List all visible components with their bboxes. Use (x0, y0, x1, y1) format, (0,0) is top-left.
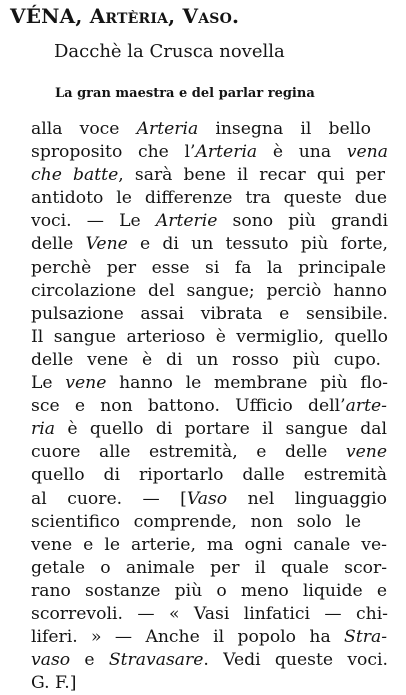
text-run: Le (31, 373, 66, 394)
italic-term: che batte (31, 165, 119, 186)
text-line (31, 395, 387, 418)
epigraph-line-2: La gran maestra e del parlar regina (55, 86, 315, 101)
text-run: antidoto le differenze tra queste due (31, 188, 387, 209)
text-run: cuore alle estremità, e delle (31, 442, 346, 463)
headword-vaso: Vaso. (175, 4, 240, 28)
text-run: circolazione del sangue; perciò hanno (31, 280, 387, 301)
text-run: Il sangue arterioso è vermiglio, quello (31, 326, 388, 347)
italic-term: Vene (85, 234, 128, 255)
italic-term: Arteria (195, 142, 258, 163)
text-run: e di un tessuto più forte, (127, 234, 388, 255)
text-line (31, 326, 388, 349)
text-run: pulsazione assai vibrata e sensibile. (31, 303, 388, 324)
italic-term: vene (65, 373, 107, 394)
italic-term: Stra- (344, 627, 387, 648)
text-line (31, 672, 91, 695)
text-run: nel linguaggio (227, 488, 387, 509)
text-run: G. F.] (31, 673, 77, 694)
text-run: sono più grandi (217, 211, 388, 232)
text-run: scorrevoli. — « Vasi linfatici — chi- (31, 603, 388, 624)
text-run: è una (257, 142, 347, 163)
headword-arteria: Artèria, (82, 4, 176, 28)
text-line (31, 534, 387, 557)
text-run: quello di riportarlo dalle estremità (31, 465, 387, 486)
text-line (31, 557, 387, 580)
text-line (31, 280, 387, 303)
text-line (31, 511, 361, 534)
text-line (31, 580, 387, 603)
italic-term: Stravasare (108, 650, 204, 671)
italic-term: ria (31, 419, 55, 440)
text-run: è quello di portare il sangue dal (54, 419, 387, 440)
text-run: . Vedi queste voci. (203, 650, 388, 671)
text-run: perchè per esse si fa la principale (31, 257, 386, 278)
text-line (31, 118, 371, 141)
text-line (31, 349, 381, 372)
text-run: insegna il bello (198, 119, 371, 139)
entry-body (0, 118, 406, 695)
text-line (31, 210, 388, 233)
text-run: getale o animale per il quale scor- (31, 557, 387, 578)
text-run: e (70, 650, 109, 671)
text-run: alla voce (31, 119, 137, 139)
text-line (31, 164, 385, 187)
text-line (31, 603, 388, 626)
italic-term: Vaso (186, 488, 228, 509)
italic-term: Arterie (155, 211, 218, 232)
text-line (31, 649, 388, 672)
text-line (31, 464, 387, 487)
italic-term: vaso (31, 650, 71, 671)
text-run: liferi. » — Anche il popolo ha (31, 627, 345, 648)
text-run: scientifico comprende, non solo le (31, 511, 361, 532)
text-line (31, 303, 388, 326)
text-run: vene e le arterie, ma ogni canale ve- (31, 534, 387, 555)
text-run: delle vene è di un rosso più cupo. (31, 349, 381, 370)
text-run: voci. — Le (31, 211, 156, 232)
text-line (31, 441, 387, 464)
text-run: delle (31, 234, 86, 255)
text-line (31, 488, 387, 511)
text-line (31, 141, 388, 164)
headword-vena: VÉNA, (10, 4, 83, 28)
epigraph-line-1: Dacchè la Crusca novella (54, 41, 285, 62)
text-run: hanno le membrane più flo- (106, 373, 388, 394)
text-line (31, 372, 388, 395)
text-run: , sarà bene il recar qui per (118, 165, 385, 186)
text-line (31, 418, 387, 441)
text-run: rano sostanze più o meno liquide e (31, 580, 387, 601)
text-run: sce e non battono. Ufficio dell’ (31, 396, 346, 417)
italic-term: arte- (345, 396, 387, 417)
text-line (31, 257, 386, 280)
italic-term: Arteria (136, 119, 199, 139)
text-run: sproposito che l’ (31, 142, 196, 163)
italic-term: vena (346, 142, 388, 163)
text-line (31, 187, 387, 210)
italic-term: vene (345, 442, 387, 463)
text-run: al cuore. — [ (31, 488, 187, 509)
text-line (31, 626, 387, 649)
entry-headword (10, 4, 239, 28)
text-line (31, 233, 388, 256)
